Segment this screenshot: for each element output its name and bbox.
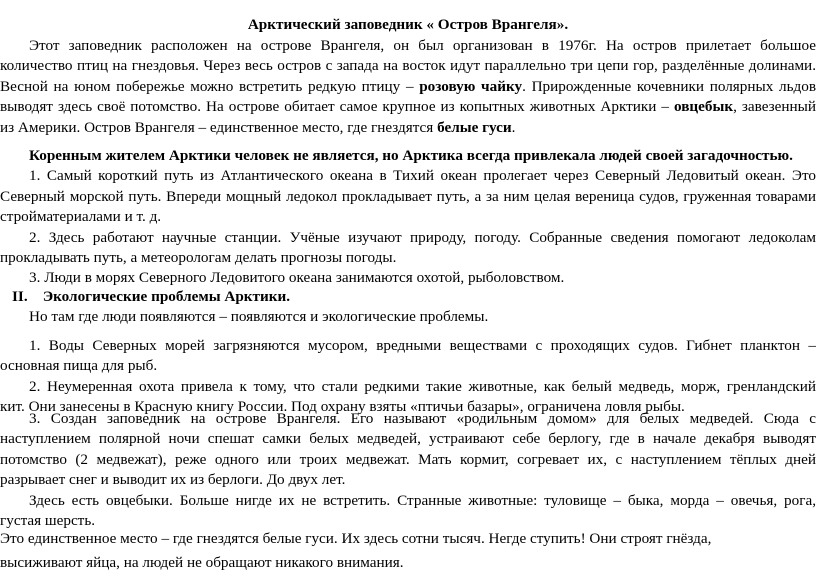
- list-item-line: кит. Они занесены в Красную книгу России. Под охрану взяты «птичьи базары», ограничена ловля рыбы.: [0, 398, 685, 416]
- text-fragment: выводят здесь своё потомство. На острове обитает самое крупное из копытных животных Арктики –: [0, 98, 674, 116]
- list-item-line: 1. Воды Северных морей загрязняются мусором, вредными веществами с проходящих судов. Гибнет планктон –: [29, 336, 816, 354]
- section-intro: Но там где люди появляются – появляются и экологические проблемы.: [29, 308, 489, 326]
- text-line: Это единственное место – где гнездятся белые гуси. Их здесь сотни тысяч. Негде ступить! Они строят гнёзда,: [0, 530, 712, 547]
- text-line: высиживают яйца, на людей не обращают никакого внимания.: [0, 554, 404, 572]
- text-fragment: , завезенный: [733, 98, 816, 116]
- text-line: Этот заповедник расположен на острове Врангеля, он был организован в 1976г. На остров прилетает большое: [29, 37, 816, 54]
- ecology-section: [0, 287, 816, 417]
- bold-term-white-geese: белые гуси: [437, 118, 512, 136]
- reserve-item: [0, 409, 816, 531]
- list-item-line: основная пища для рыб.: [0, 357, 158, 375]
- list-item-line: прокладывать путь, а метеорологам делать прогнозы погоды.: [0, 249, 397, 267]
- list-item-line: 3. Люди в морях Северного Ледовитого океана занимаются охотой, рыболовством.: [29, 269, 565, 287]
- list-item-line: 2. Неумеренная охота привела к тому, что стали редкими такие животные, как белый медведь, морж, гренландский: [29, 377, 816, 395]
- people-section: [0, 146, 816, 289]
- list-item-line: разрывает снег и выводит их из берлоги. До двух лет.: [0, 471, 346, 489]
- text-line: [0, 77, 816, 97]
- list-item-line: Северный морской путь. Впереди мощный ледокол прокладывает путь, а за ним целая вереница судов, груженная товарами: [0, 187, 816, 205]
- text-line: количество птиц на гнездовья. Через весь остров с запада на восток идут параллельно три цепи гор, разделённые долинами.: [0, 57, 816, 75]
- section-number: II.: [12, 288, 28, 305]
- list-item-line: стройматериалами и т. д.: [0, 208, 162, 226]
- text-line: Здесь есть овцебыки. Больше нигде их не встретить. Странные животные: туловище – быка, морда – овечья, рога,: [29, 491, 816, 509]
- intro-paragraph: [0, 36, 816, 138]
- list-item-line: потомство (2 медвежат), реже одного или троих медвежат. Мать кормит, согревает их, с наступлением тёплых дней: [0, 450, 816, 468]
- list-item-line: 2. Здесь работают научные станции. Учёные изучают природу, погоду. Собранные сведения помогают ледоколам: [29, 228, 816, 246]
- closing-paragraph: [0, 529, 816, 574]
- text-line: густая шерсть.: [0, 512, 96, 530]
- bold-term-pink-gull: розовую чайку: [419, 77, 523, 95]
- list-item-line: 1. Самый короткий путь из Атлантического океана в Тихий океан пролегает через Северный Ледовитый океан. Это: [29, 167, 816, 185]
- text-fragment: .: [511, 118, 516, 136]
- list-item-line: 3. Создан заповедник на острове Врангеля. Его называют «родильным домом» для белых медведей. Сюда с: [29, 410, 816, 427]
- section-heading: Коренным жителем Арктики человек не является, но Арктика всегда привлекала людей своей загадочностью.: [29, 147, 793, 164]
- list-item-line: наступлением полярной ночи спешат самки белых медведей, устраивают себе берлогу, где в начале декабря выводят: [0, 430, 816, 448]
- text-line: [0, 118, 816, 138]
- text-fragment: из Америки. Остров Врангеля – единственное место, где гнездятся: [0, 118, 438, 136]
- bold-term-muskox: овцебык: [674, 98, 734, 116]
- section-heading: Экологические проблемы Арктики.: [42, 288, 291, 305]
- text-fragment: . Прирожденные кочевники полярных льдов: [522, 77, 816, 95]
- text-line: [0, 97, 816, 117]
- text-fragment: Весной на юном побережье можно встретить редкую птицу –: [0, 77, 420, 95]
- page-title: Арктический заповедник « Остров Врангеля».: [247, 16, 569, 33]
- section-heading-line: [0, 287, 816, 307]
